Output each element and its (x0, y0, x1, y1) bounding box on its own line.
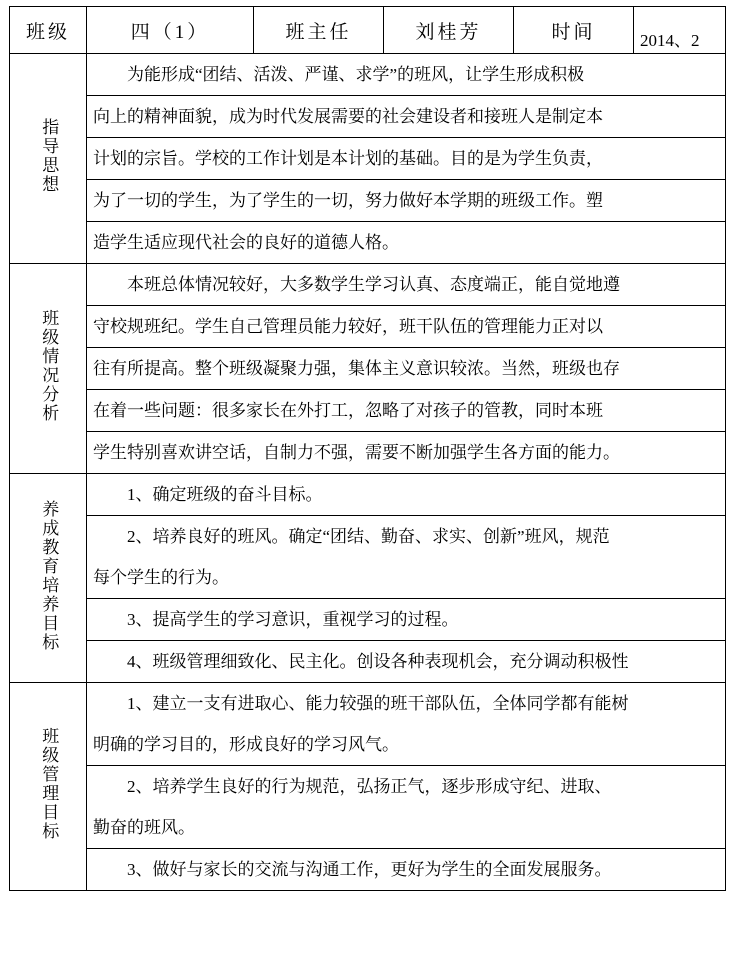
label-time: 时间 (514, 7, 634, 54)
value-class: 四（1） (87, 7, 254, 54)
table-header-row (10, 7, 726, 54)
label-class: 班级 (10, 7, 87, 54)
text-line: 在着一些问题：很多家长在外打工，忽略了对孩子的管教，同时本班 (87, 390, 725, 432)
text-line: 明确的学习目的，形成良好的学习风气。 (93, 735, 399, 754)
value-head-teacher: 刘桂芳 (384, 7, 514, 54)
section-row-habit-education (10, 474, 726, 683)
label-head-teacher: 班主任 (254, 7, 384, 54)
section-label-guiding-thought: 指导思想 (10, 54, 87, 264)
text-line: 勤奋的班风。 (93, 818, 195, 837)
list-item (87, 474, 725, 516)
text-line: 学生特别喜欢讲空话，自制力不强，需要不断加强学生各方面的能力。 (93, 443, 620, 462)
text-line: 造学生适应现代社会的良好的道德人格。 (93, 233, 399, 252)
text-line: 计划的宗旨。学校的工作计划是本计划的基础。目的是为学生负责， (87, 138, 725, 180)
list-item (87, 599, 725, 641)
section-body-management-goals (87, 683, 726, 891)
list-item (87, 849, 725, 890)
text-line: 本班总体情况较好，大多数学生学习认真、态度端正，能自觉地遵 (87, 264, 725, 306)
text-line: 向上的精神面貌，成为时代发展需要的社会建设者和接班人是制定本 (87, 96, 725, 138)
class-plan-table (9, 6, 726, 891)
text-line: 2、培养良好的班风。确定“团结、勤奋、求实、创新”班风，规范 (127, 527, 610, 546)
section-label-management-goals: 班级管理目标 (10, 683, 87, 891)
section-body-habit-education (87, 474, 726, 683)
text-line: 为了一切的学生，为了学生的一切，努力做好本学期的班级工作。塑 (87, 180, 725, 222)
section-label-habit-education: 养成教育培养目标 (10, 474, 87, 683)
text-line: 1、确定班级的奋斗目标。 (127, 485, 323, 504)
text-line: 守校规班纪。学生自己管理员能力较好，班干队伍的管理能力正对以 (87, 306, 725, 348)
text-line: 每个学生的行为。 (93, 568, 229, 587)
text-line: 1、建立一支有进取心、能力较强的班干部队伍，全体同学都有能树 (127, 694, 629, 713)
text-line: 往有所提高。整个班级凝聚力强，集体主义意识较浓。当然，班级也存 (87, 348, 725, 390)
text-line: 3、提高学生的学习意识，重视学习的过程。 (127, 610, 459, 629)
list-item (87, 516, 725, 599)
section-label-class-analysis: 班级情况分析 (10, 264, 87, 474)
section-row-guiding-thought (10, 54, 726, 264)
section-body-class-analysis (87, 264, 726, 474)
section-row-management-goals (10, 683, 726, 891)
section-row-class-analysis (10, 264, 726, 474)
list-item (87, 683, 725, 766)
value-time: 2014、2 (634, 7, 726, 54)
text-line: 3、做好与家长的交流与沟通工作，更好为学生的全面发展服务。 (127, 860, 612, 879)
text-line: 2、培养学生良好的行为规范，弘扬正气，逐步形成守纪、进取、 (127, 777, 612, 796)
text-line: 4、班级管理细致化、民主化。创设各种表现机会，充分调动积极性 (127, 652, 629, 671)
text-line: 为能形成“团结、活泼、严谨、求学”的班风，让学生形成积极 (87, 54, 725, 96)
list-item (87, 641, 725, 682)
list-item (87, 766, 725, 849)
document-page (0, 6, 734, 979)
section-body-guiding-thought (87, 54, 726, 264)
